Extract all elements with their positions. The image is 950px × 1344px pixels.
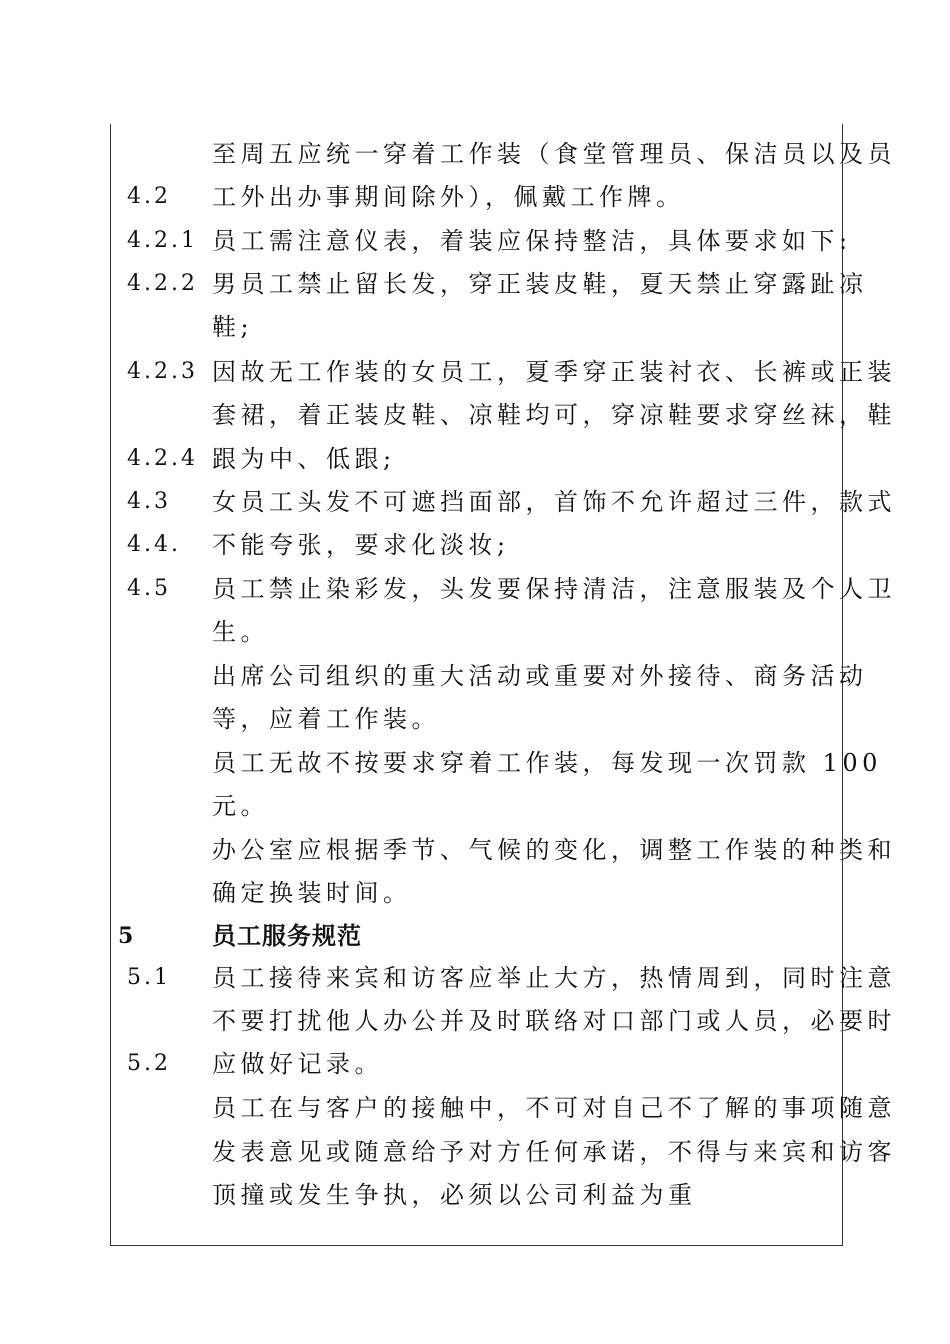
section-number-4-2-2: 4.2.2 bbox=[127, 271, 198, 296]
section-number-5: 5 bbox=[118, 923, 135, 949]
text-line: 因故无工作装的女员工，夏季穿正装衬衣、长裤或正装 bbox=[212, 358, 896, 386]
text-line: 鞋; bbox=[212, 313, 254, 341]
section-number-4-2-1: 4.2.1 bbox=[127, 228, 198, 253]
text-line: 员工禁止染彩发，头发要保持清洁，注意服装及个人卫 bbox=[212, 575, 896, 603]
section-number-4-2: 4.2 bbox=[127, 184, 171, 209]
text-line: 确定换装时间。 bbox=[212, 879, 412, 907]
text-line: 发表意见或随意给予对方任何承诺，不得与来宾和访客 bbox=[212, 1138, 896, 1166]
section-number-4-4: 4.4. bbox=[127, 532, 181, 557]
text-line: 出席公司组织的重大活动或重要对外接待、商务活动 bbox=[212, 662, 868, 690]
section-number-4-5: 4.5 bbox=[127, 576, 171, 601]
section-number-5-1: 5.1 bbox=[127, 965, 171, 990]
text-line: 顶撞或发生争执，必须以公司利益为重 bbox=[212, 1181, 697, 1209]
text-line: 员工接待来宾和访客应举止大方，热情周到，同时注意 bbox=[212, 964, 896, 992]
text-line: 套裙，着正装皮鞋、凉鞋均可，穿凉鞋要求穿丝袜，鞋 bbox=[212, 401, 896, 429]
section-heading: 员工服务规范 bbox=[212, 921, 362, 950]
text-line: 元。 bbox=[212, 792, 269, 820]
text-line: 至周五应统一穿着工作装（食堂管理员、保洁员以及员 bbox=[212, 140, 896, 168]
section-number-4-3: 4.3 bbox=[127, 489, 171, 514]
section-number-5-2: 5.2 bbox=[127, 1051, 171, 1076]
text-line: 跟为中、低跟; bbox=[212, 445, 396, 473]
text-line: 不要打扰他人办公并及时联络对口部门或人员，必要时 bbox=[212, 1007, 896, 1035]
text-line: 应做好记录。 bbox=[212, 1050, 383, 1078]
text-line: 等，应着工作装。 bbox=[212, 705, 440, 733]
text-line: 员工需注意仪表，着装应保持整洁，具体要求如下: bbox=[212, 227, 852, 255]
text-line: 工外出办事期间除外），佩戴工作牌。 bbox=[212, 183, 685, 211]
section-number-4-2-4: 4.2.4 bbox=[127, 446, 198, 471]
text-line: 男员工禁止留长发，穿正装皮鞋，夏天禁止穿露趾凉 bbox=[212, 270, 868, 298]
text-line: 生。 bbox=[212, 618, 269, 646]
section-number-4-2-3: 4.2.3 bbox=[127, 359, 198, 384]
text-line: 员工无故不按要求穿着工作装，每发现一次罚款 100 bbox=[212, 749, 882, 777]
text-line: 女员工头发不可遮挡面部，首饰不允许超过三件，款式 bbox=[212, 488, 896, 516]
text-line: 员工在与客户的接触中，不可对自己不了解的事项随意 bbox=[212, 1094, 896, 1122]
text-line: 办公室应根据季节、气候的变化，调整工作装的种类和 bbox=[212, 836, 896, 864]
text-line: 不能夸张，要求化淡妆; bbox=[212, 531, 510, 559]
